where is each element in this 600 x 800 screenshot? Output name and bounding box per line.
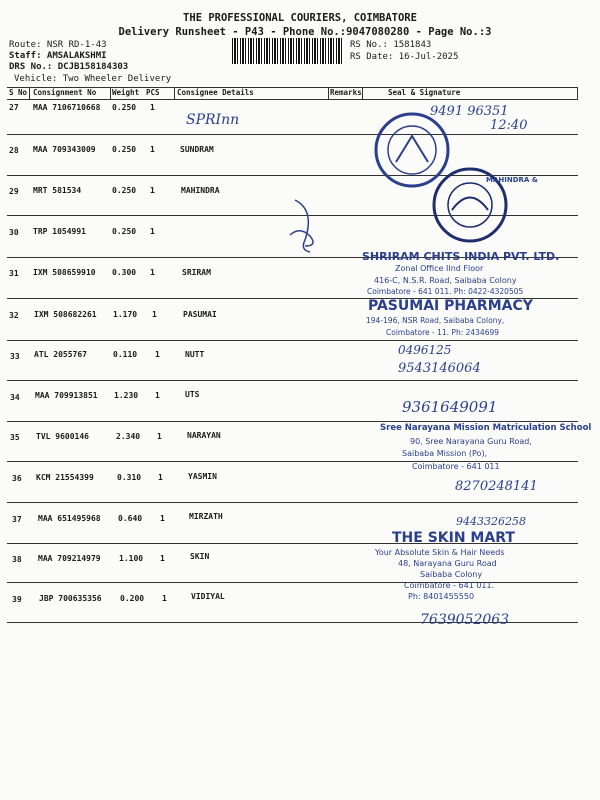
- row-28-pcs: 1: [150, 145, 155, 154]
- round-seal-top: [376, 114, 448, 186]
- pasumai-stamp-name: PASUMAI PHARMACY: [368, 298, 533, 314]
- row-30-consignment: TRP 1054991: [33, 227, 86, 236]
- row-28-consignment: MAA 709343009: [33, 145, 96, 154]
- row-31-pcs: 1: [150, 268, 155, 277]
- runsheet-subtitle: Delivery Runsheet - P43 - Phone No.:9047080280 - Page No.:3: [118, 26, 492, 38]
- row-39-consignee: VIDIYAL: [191, 592, 225, 601]
- row-31-consignment: IXM 508659910: [33, 268, 96, 277]
- shriram-stamp-name: SHRIRAM CHITS INDIA PVT. LTD.: [362, 250, 560, 263]
- row-32-pcs: 1: [152, 310, 157, 319]
- company-title: THE PROFESSIONAL COURIERS, COIMBATORE: [183, 12, 417, 24]
- shriram-stamp-line1: Zonal Office IInd Floor: [395, 264, 484, 273]
- row-34-weight: 1.230: [114, 391, 139, 400]
- row-35-pcs: 1: [157, 432, 162, 441]
- row-29-pcs: 1: [150, 186, 155, 195]
- col-consignee: Consignee Details: [177, 88, 254, 97]
- col-remarks: Remarks: [330, 88, 362, 97]
- row-33-consignee: NUTT: [185, 350, 205, 359]
- row-37-handwritten-phone: 9443326258: [456, 515, 526, 528]
- rs-number: RS No.: 1581843: [350, 40, 432, 50]
- row-32-consignment: IXM 508682261: [34, 310, 97, 319]
- shriram-stamp-line2: 416-C, N.S.R. Road, Saibaba Colony: [374, 276, 517, 285]
- row-33-handwritten-phone: 9543146064: [398, 361, 481, 376]
- row-29-weight: 0.250: [112, 186, 137, 195]
- row-34-consignee: UTS: [185, 390, 200, 399]
- row-35-sno: 35: [10, 433, 20, 442]
- row-37-consignment: MAA 651495968: [38, 514, 101, 523]
- row-38-weight: 1.100: [119, 554, 144, 563]
- row-32-handwritten-phone: 0496125: [398, 343, 452, 357]
- row-39-consignment: JBP 700635356: [39, 594, 102, 603]
- row-35-weight: 2.340: [116, 432, 141, 441]
- row-34-consignment: MAA 709913851: [35, 391, 98, 400]
- row-28-weight: 0.250: [112, 145, 137, 154]
- row-33-sno: 33: [10, 352, 20, 361]
- row-39-handwritten-phone: 7639052063: [420, 612, 510, 628]
- row-31-consignee: SRIRAM: [182, 268, 211, 277]
- row-33-consignment: ATL 2055767: [34, 350, 87, 359]
- row-36-sno: 36: [12, 474, 22, 483]
- row-29-consignee: MAHINDRA: [181, 186, 220, 195]
- skinmart-stamp-line5: Ph: 8401455550: [408, 592, 475, 601]
- row-29-consignment: MRT 581534: [33, 186, 82, 195]
- col-pcs: PCS: [146, 88, 160, 97]
- row-36-pcs: 1: [158, 473, 163, 482]
- row-36-handwritten-phone: 8270248141: [455, 479, 538, 494]
- row-39-weight: 0.200: [120, 594, 145, 603]
- col-sno: S No: [9, 88, 28, 97]
- mahindra-seal-text: MAHINDRA &: [486, 176, 538, 184]
- row-27-weight: 0.250: [112, 103, 137, 112]
- row-31-weight: 0.300: [112, 268, 137, 277]
- narayana-stamp-name: Sree Narayana Mission Matriculation School: [380, 423, 592, 433]
- row-30-sno: 30: [9, 228, 19, 237]
- row-35-consignment: TVL 9600146: [36, 432, 89, 441]
- row-27-handwritten-name: SPRInn: [186, 112, 240, 128]
- row-37-weight: 0.640: [118, 514, 143, 523]
- row-27-sno: 27: [9, 103, 19, 112]
- row-31-sno: 31: [9, 269, 19, 278]
- row-38-consignment: MAA 709214979: [38, 554, 101, 563]
- row-36-consignee: YASMIN: [188, 472, 217, 481]
- row-39-pcs: 1: [162, 594, 167, 603]
- rs-date: RS Date: 16-Jul-2025: [350, 52, 459, 62]
- row-29-signature: [295, 200, 310, 252]
- skinmart-stamp-line1: Your Absolute Skin & Hair Needs: [375, 548, 505, 557]
- row-32-sno: 32: [9, 311, 19, 320]
- shriram-stamp-line3: Coimbatore - 641 011. Ph: 0422-4320505: [367, 287, 524, 296]
- row-33-pcs: 1: [155, 350, 160, 359]
- skinmart-stamp-line3: Saibaba Colony: [420, 570, 483, 579]
- row-30-signature: [290, 231, 313, 246]
- pasumai-stamp-line1: 194-196, NSR Road, Saibaba Colony,: [366, 316, 505, 325]
- row-38-consignee: SKIN: [190, 552, 210, 561]
- row-27-handwritten-time: 12:40: [490, 118, 528, 133]
- row-37-sno: 37: [12, 515, 22, 524]
- col-consignment: Consignment No: [33, 88, 97, 97]
- row-32-consignee: PASUMAI: [183, 310, 217, 319]
- row-38-pcs: 1: [160, 554, 165, 563]
- row-34-pcs: 1: [155, 391, 160, 400]
- row-28-consignee: SUNDRAM: [180, 145, 214, 154]
- row-27-consignment: MAA 7106710668: [33, 103, 101, 112]
- row-36-weight: 0.310: [117, 473, 142, 482]
- row-33-weight: 0.110: [113, 350, 138, 359]
- route-label: Route: NSR RD-1-43: [9, 40, 107, 50]
- row-34-handwritten-phone: 9361649091: [402, 398, 498, 416]
- row-36-consignment: KCM 21554399: [36, 473, 94, 482]
- col-seal: Seal & Signature: [388, 88, 461, 97]
- row-30-weight: 0.250: [112, 227, 137, 236]
- row-37-pcs: 1: [160, 514, 165, 523]
- skinmart-stamp-name: THE SKIN MART: [392, 530, 515, 546]
- row-35-consignee: NARAYAN: [187, 431, 221, 440]
- narayana-stamp-line3: Coimbatore - 641 011: [412, 462, 500, 471]
- row-27-handwritten-sign: 9491 96351: [430, 104, 509, 119]
- narayana-stamp-line1: 90, Sree Narayana Guru Road,: [410, 437, 532, 446]
- staff-label: Staff: AMSALAKSHMI: [9, 51, 107, 61]
- row-29-sno: 29: [9, 187, 19, 196]
- row-27-pcs: 1: [150, 103, 155, 112]
- skinmart-stamp-line4: Coimbatore - 641 011.: [404, 581, 495, 590]
- row-38-sno: 38: [12, 555, 22, 564]
- row-30-pcs: 1: [150, 227, 155, 236]
- row-37-consignee: MIRZATH: [189, 512, 223, 521]
- col-weight: Weight: [112, 88, 140, 97]
- skinmart-stamp-line2: 48, Narayana Guru Road: [398, 559, 497, 568]
- narayana-stamp-line2: Saibaba Mission (Po),: [402, 449, 488, 458]
- vehicle-label: Vehicle: Two Wheeler Delivery: [14, 74, 172, 84]
- row-32-weight: 1.170: [113, 310, 138, 319]
- row-34-sno: 34: [10, 393, 20, 402]
- row-28-sno: 28: [9, 146, 19, 155]
- pasumai-stamp-line2: Coimbatore - 11. Ph: 2434699: [386, 328, 500, 337]
- drs-label: DRS No.: DCJB158184303: [9, 62, 129, 72]
- row-39-sno: 39: [12, 595, 22, 604]
